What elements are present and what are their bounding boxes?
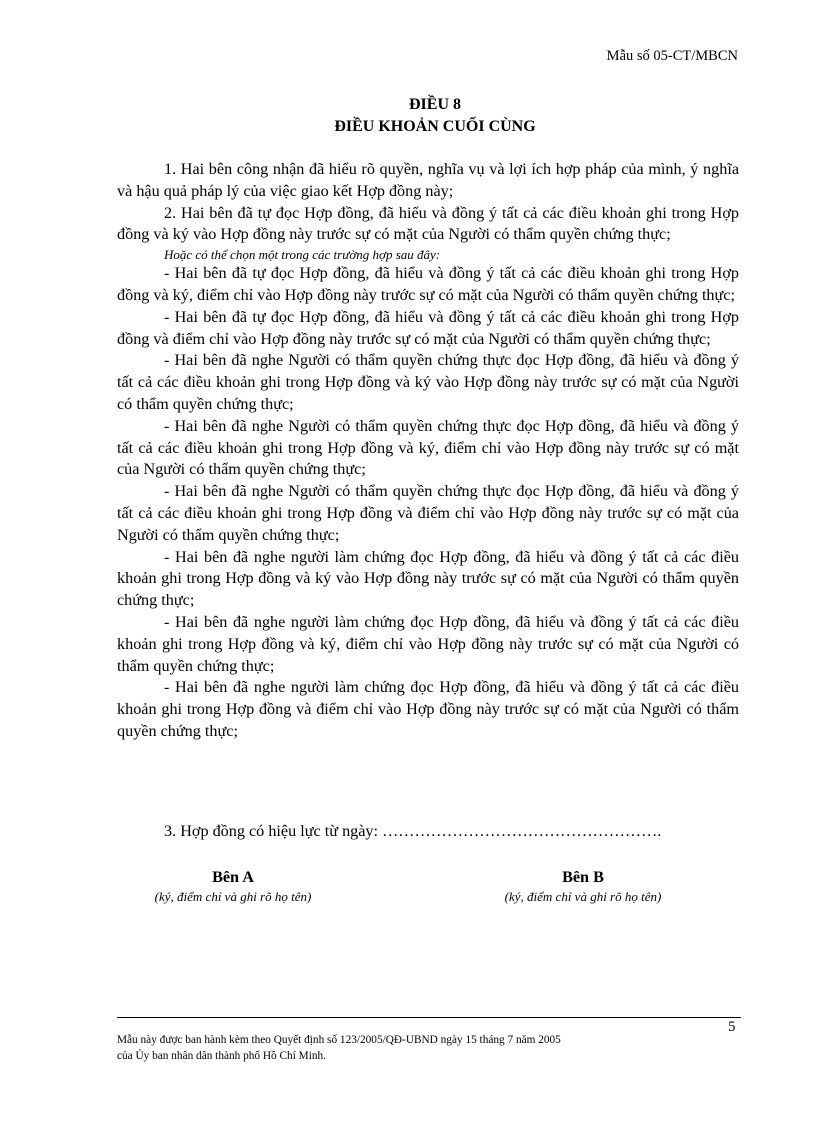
clause-2: 2. Hai bên đã tự đọc Hợp đồng, đã hiểu và đồng ý tất cả các điều khoản ghi trong Hợp đồng và ký vào Hợp đồng này trước sự có mặt của Người có thẩm quyền chứng thực; (117, 203, 739, 244)
option-item: - Hai bên đã nghe Người có thẩm quyền chứng thực đọc Hợp đồng, đã hiểu và đồng ý tất cả các điều khoản ghi trong Hợp đồng và điểm chỉ vào Hợp đồng này trước sự có mặt của Người có thẩm quyền chứng thực; (117, 482, 739, 544)
footer-note (117, 1032, 717, 1064)
option-item: - Hai bên đã nghe người làm chứng đọc Hợp đồng, đã hiểu và đồng ý tất cả các điều khoản ghi trong Hợp đồng và điểm chỉ vào Hợp đồng này trước sự có mặt của Người có thẩm quyền chứng thực; (117, 678, 739, 740)
article-number: ĐIỀU 8 (408, 96, 461, 113)
page-number: 5 (728, 1019, 736, 1035)
party-a-name: Bên A (212, 868, 254, 886)
party-b-instruction: (ký, điểm chỉ và ghi rõ họ tên) (504, 889, 662, 904)
footer-line-2: của Ủy ban nhân dân thành phố Hồ Chí Minh. (117, 1050, 326, 1062)
form-code: Mẫu số 05-CT/MBCN (606, 48, 738, 64)
alternatives-note: Hoặc có thể chọn một trong các trường hợp sau đây: (164, 247, 441, 263)
option-item: - Hai bên đã nghe Người có thẩm quyền chứng thực đọc Hợp đồng, đã hiểu và đồng ý tất cả các điều khoản ghi trong Hợp đồng và ký, điểm chỉ vào Hợp đồng này trước sự có mặt của Người có thẩm quyền chứng thực; (117, 416, 739, 479)
article-body (117, 159, 739, 743)
party-b-name: Bên B (562, 868, 604, 886)
party-b-signature-block (453, 866, 713, 906)
party-a-instruction: (ký, điểm chỉ và ghi rõ họ tên) (154, 889, 312, 904)
footer-line-1: Mẫu này được ban hành kèm theo Quyết định số 123/2005/QĐ-UBND ngày 15 tháng 7 năm 2005 (117, 1034, 561, 1046)
party-a-signature-block (103, 866, 363, 906)
effective-date-clause: 3. Hợp đồng có hiệu lực từ ngày: ……………………………………………. (164, 822, 662, 840)
option-item: - Hai bên đã nghe người làm chứng đọc Hợp đồng, đã hiểu và đồng ý tất cả các điều khoản ghi trong Hợp đồng và ký vào Hợp đồng này trước sự có mặt của Người có thẩm quyền chứng thực; (117, 547, 739, 610)
footer-divider (117, 1017, 741, 1018)
clause-1: 1. Hai bên công nhận đã hiểu rõ quyền, nghĩa vụ và lợi ích hợp pháp của mình, ý nghĩa và hậu quả pháp lý của việc giao kết Hợp đồng này; (117, 160, 739, 200)
article-title: ĐIỀU KHOẢN CUỐI CÙNG (334, 118, 536, 135)
option-item: - Hai bên đã nghe người làm chứng đọc Hợp đồng, đã hiểu và đồng ý tất cả các điều khoản ghi trong Hợp đồng và ký, điểm chỉ vào Hợp đồng này trước sự có mặt của Người có thẩm quyền chứng thực; (117, 612, 739, 675)
option-item: - Hai bên đã tự đọc Hợp đồng, đã hiểu và đồng ý tất cả các điều khoản ghi trong Hợp đồng và điểm chỉ vào Hợp đồng này trước sự có mặt của Người có thẩm quyền chứng thực; (117, 307, 739, 348)
option-item: - Hai bên đã tự đọc Hợp đồng, đã hiểu và đồng ý tất cả các điều khoản ghi trong Hợp đồng và ký, điểm chỉ vào Hợp đồng này trước sự có mặt của Người có thẩm quyền chứng thực; (117, 264, 739, 304)
option-item: - Hai bên đã nghe Người có thẩm quyền chứng thực đọc Hợp đồng, đã hiểu và đồng ý tất cả các điều khoản ghi trong Hợp đồng và ký vào Hợp đồng này trước sự có mặt của Người có thẩm quyền chứng thực; (117, 351, 739, 413)
